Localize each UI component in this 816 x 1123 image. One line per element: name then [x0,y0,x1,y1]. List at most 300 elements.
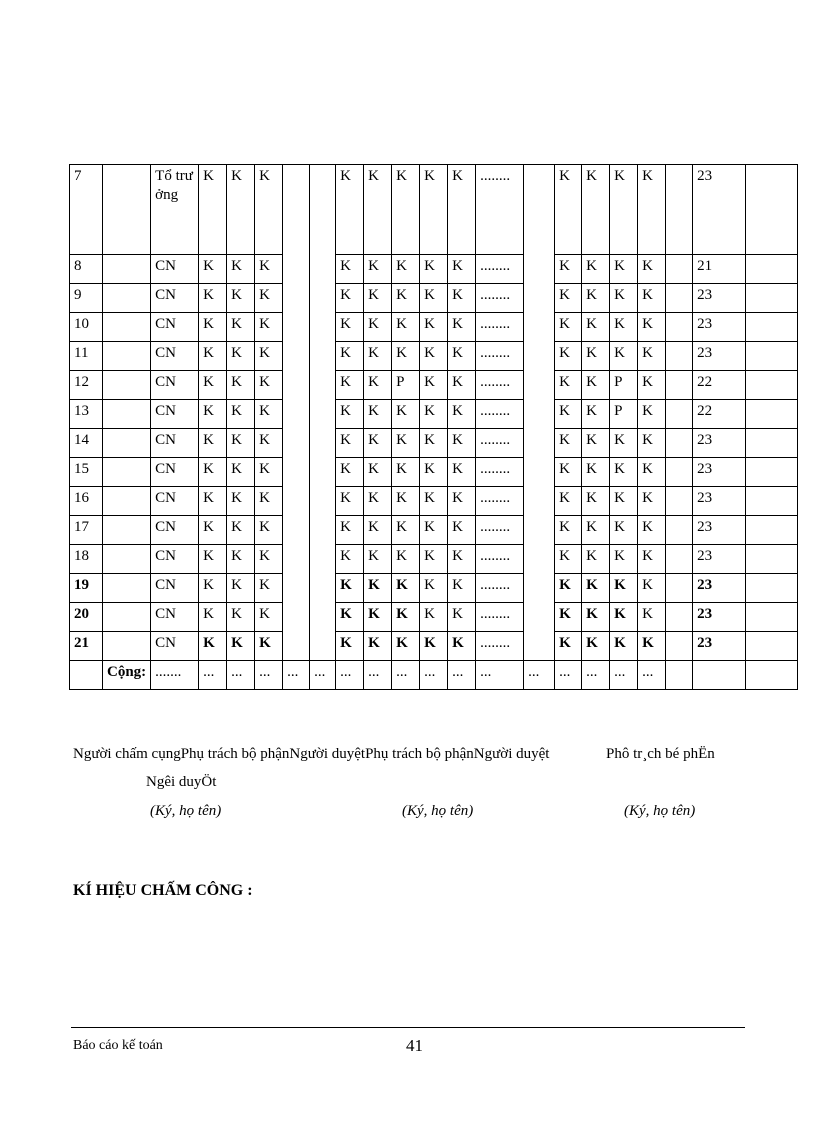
cell-e3 [524,574,555,603]
cell-e1 [283,603,310,632]
cell-name [103,313,151,342]
cell-d12: K [638,165,666,255]
table-row [70,516,798,545]
cell-d1: K [199,284,227,313]
cell-dots: ........ [476,165,524,255]
cell-d4: K [336,342,364,371]
cell-d3: K [255,255,283,284]
table-row [70,429,798,458]
cell-e1 [283,313,310,342]
cell-d2: K [227,458,255,487]
cell-d11: K [610,284,638,313]
cell-d11: K [610,545,638,574]
signature-title-second-line: Ngêi duyÖt [146,774,217,790]
cell-d10: K [582,371,610,400]
cell-d9: K [555,545,582,574]
cell-d3: K [255,487,283,516]
total-dots-cell: ... [582,661,610,690]
cell-e4 [666,284,693,313]
cell-name [103,165,151,255]
cell-d12: K [638,284,666,313]
cell-d8: K [448,458,476,487]
cell-e1 [283,371,310,400]
cell-name [103,255,151,284]
total-dots-cell: ... [283,661,310,690]
total-empty-cell [693,661,746,690]
cell-d12: K [638,400,666,429]
cell-d9: K [555,165,582,255]
cell-d2: K [227,545,255,574]
cell-d10: K [582,165,610,255]
cell-extra [746,574,798,603]
signature-titles: Người chấm cụngPhụ trách bộ phậnNgười duyệtPhụ trách bộ phậnNgười duyệt [73,746,550,762]
cell-e2 [310,400,336,429]
page-number: 41 [406,1036,423,1055]
cell-d6: K [392,400,420,429]
total-dots-cell: ... [638,661,666,690]
cell-d9: K [555,371,582,400]
cell-e2 [310,429,336,458]
cell-d4: K [336,516,364,545]
cell-dots: ........ [476,458,524,487]
cell-no: 21 [70,632,103,661]
cell-d7: K [420,400,448,429]
table-row [70,371,798,400]
cell-d7: K [420,342,448,371]
cell-d11: K [610,458,638,487]
cell-d5: K [364,165,392,255]
cell-total: 22 [693,400,746,429]
total-dots-cell: ... [476,661,524,690]
cell-d3: K [255,165,283,255]
cell-d10: K [582,574,610,603]
cell-role: CN [151,313,199,342]
cell-role: CN [151,400,199,429]
total-dots-cell: ... [199,661,227,690]
cell-no: 10 [70,313,103,342]
cell-d9: K [555,400,582,429]
cell-d4: K [336,545,364,574]
cell-e3 [524,458,555,487]
total-empty-cell [70,661,103,690]
total-dots-cell: ... [227,661,255,690]
cell-role: CN [151,284,199,313]
cell-e1 [283,400,310,429]
cell-d3: K [255,400,283,429]
cell-d8: K [448,342,476,371]
cell-no: 19 [70,574,103,603]
cell-no: 12 [70,371,103,400]
cell-name [103,516,151,545]
cell-role: CN [151,371,199,400]
cell-d11: K [610,342,638,371]
cell-d3: K [255,371,283,400]
cell-d11: K [610,603,638,632]
cell-d3: K [255,516,283,545]
footer-title: Báo cáo kế toán [73,1038,163,1053]
cell-d12: K [638,255,666,284]
cell-dots: ........ [476,284,524,313]
cell-d3: K [255,458,283,487]
cell-total: 23 [693,458,746,487]
table-row [70,284,798,313]
cell-e1 [283,284,310,313]
cell-extra [746,313,798,342]
cell-total: 22 [693,371,746,400]
cell-name [103,545,151,574]
cell-d8: K [448,313,476,342]
cell-e3 [524,284,555,313]
cell-d11: K [610,313,638,342]
cell-total: 23 [693,632,746,661]
cell-d3: K [255,574,283,603]
cell-e3 [524,487,555,516]
cell-dots: ........ [476,400,524,429]
cell-e4 [666,632,693,661]
cell-dots: ........ [476,516,524,545]
cell-e2 [310,284,336,313]
cell-d6: K [392,516,420,545]
cell-total: 23 [693,429,746,458]
cell-d10: K [582,458,610,487]
cell-extra [746,371,798,400]
cell-d8: K [448,574,476,603]
cell-e4 [666,429,693,458]
total-dots-cell: ... [255,661,283,690]
cell-d11: K [610,429,638,458]
cell-d12: K [638,516,666,545]
cell-d4: K [336,284,364,313]
cell-d9: K [555,574,582,603]
cell-dots: ........ [476,429,524,458]
total-empty-cell [666,661,693,690]
cell-e4 [666,342,693,371]
cell-e4 [666,603,693,632]
cell-d5: K [364,632,392,661]
cell-d4: K [336,429,364,458]
cell-d4: K [336,313,364,342]
cell-d2: K [227,632,255,661]
cell-no: 8 [70,255,103,284]
cell-e4 [666,400,693,429]
cell-d6: K [392,574,420,603]
cell-d9: K [555,603,582,632]
cell-extra [746,400,798,429]
cell-d2: K [227,165,255,255]
cell-d10: K [582,313,610,342]
cell-e4 [666,371,693,400]
cell-role: CN [151,545,199,574]
cell-role: CN [151,603,199,632]
cell-d6: K [392,545,420,574]
cell-name [103,371,151,400]
cell-d7: K [420,255,448,284]
cell-dots: ........ [476,603,524,632]
cell-e4 [666,313,693,342]
table-row [70,603,798,632]
cell-d11: P [610,400,638,429]
cell-e2 [310,342,336,371]
cell-e2 [310,487,336,516]
cell-d12: K [638,342,666,371]
cell-d11: K [610,255,638,284]
cell-role: CN [151,632,199,661]
cell-dots: ........ [476,313,524,342]
cell-e3 [524,603,555,632]
cell-d7: K [420,284,448,313]
cell-d2: K [227,487,255,516]
cell-role: CN [151,516,199,545]
table-row [70,313,798,342]
cell-d3: K [255,632,283,661]
total-role-dots: ....... [151,661,199,690]
cell-d5: K [364,516,392,545]
total-dots-cell: ... [448,661,476,690]
cell-d2: K [227,342,255,371]
cell-d10: K [582,429,610,458]
cell-d1: K [199,255,227,284]
cell-d7: K [420,487,448,516]
cell-d6: K [392,255,420,284]
cell-d3: K [255,342,283,371]
cell-role: CN [151,487,199,516]
sign-note-1: (Ký, họ tên) [150,803,222,819]
cell-d2: K [227,284,255,313]
cell-d6: K [392,313,420,342]
cell-d9: K [555,516,582,545]
cell-no: 7 [70,165,103,255]
cell-no: 15 [70,458,103,487]
cell-d3: K [255,429,283,458]
cell-d2: K [227,429,255,458]
cell-d1: K [199,165,227,255]
attendance-table [69,164,798,690]
cell-e4 [666,458,693,487]
cell-e2 [310,458,336,487]
cell-e1 [283,632,310,661]
cell-extra [746,487,798,516]
total-dots-cell: ... [336,661,364,690]
cell-e2 [310,165,336,255]
cell-e1 [283,574,310,603]
cell-d4: K [336,458,364,487]
cell-d10: K [582,632,610,661]
cell-d3: K [255,284,283,313]
cell-d12: K [638,603,666,632]
cell-d10: K [582,284,610,313]
cell-dots: ........ [476,487,524,516]
cell-e3 [524,255,555,284]
cell-e2 [310,603,336,632]
signature-title-right: Phô tr¸ch bé phËn [606,746,715,762]
cell-e3 [524,342,555,371]
cell-no: 9 [70,284,103,313]
cell-d4: K [336,371,364,400]
cell-d5: K [364,342,392,371]
cell-total: 23 [693,284,746,313]
cell-name [103,458,151,487]
table-row [70,545,798,574]
table-row [70,165,798,255]
cell-e4 [666,165,693,255]
cell-extra [746,632,798,661]
cell-name [103,284,151,313]
cell-d10: K [582,487,610,516]
cell-d6: K [392,165,420,255]
cell-d2: K [227,516,255,545]
cell-extra [746,284,798,313]
table-row [70,342,798,371]
table-row [70,458,798,487]
cell-total: 23 [693,313,746,342]
cell-d1: K [199,632,227,661]
cell-d1: K [199,516,227,545]
table-row [70,487,798,516]
cell-e4 [666,574,693,603]
cell-e4 [666,545,693,574]
cell-d7: K [420,632,448,661]
cell-role: Tổ trưởng [151,165,199,255]
cell-name [103,400,151,429]
cell-d11: K [610,632,638,661]
cell-d6: K [392,603,420,632]
cell-extra [746,516,798,545]
cell-d8: K [448,371,476,400]
cell-d4: K [336,487,364,516]
cell-d4: K [336,632,364,661]
cell-d1: K [199,458,227,487]
cell-e2 [310,371,336,400]
cell-e1 [283,487,310,516]
cell-d4: K [336,574,364,603]
cell-d8: K [448,603,476,632]
cell-d4: K [336,400,364,429]
cell-d5: K [364,429,392,458]
cell-d5: K [364,458,392,487]
cell-d1: K [199,342,227,371]
cell-no: 20 [70,603,103,632]
cell-d7: K [420,429,448,458]
cell-d6: K [392,429,420,458]
cell-e3 [524,313,555,342]
cell-d5: K [364,603,392,632]
cell-name [103,342,151,371]
table-row [70,574,798,603]
cell-d10: K [582,516,610,545]
cell-total: 23 [693,603,746,632]
cell-e2 [310,574,336,603]
cell-dots: ........ [476,574,524,603]
cell-e2 [310,516,336,545]
cell-d9: K [555,284,582,313]
cell-d5: K [364,313,392,342]
cell-total: 23 [693,545,746,574]
cell-d9: K [555,632,582,661]
cell-e2 [310,632,336,661]
cell-name [103,603,151,632]
cell-e2 [310,545,336,574]
cell-name [103,632,151,661]
cell-d12: K [638,487,666,516]
cell-d2: K [227,574,255,603]
cell-d9: K [555,255,582,284]
cell-d12: K [638,632,666,661]
cell-e3 [524,516,555,545]
table-row [70,632,798,661]
cell-e3 [524,632,555,661]
cell-d10: K [582,400,610,429]
cell-d7: K [420,165,448,255]
cell-extra [746,545,798,574]
cell-total: 23 [693,487,746,516]
legend-title: KÍ HIỆU CHẤM CÔNG : [73,882,253,899]
cell-d12: K [638,313,666,342]
cell-d1: K [199,487,227,516]
table-row [70,400,798,429]
total-dots-cell: ... [310,661,336,690]
cell-d6: K [392,632,420,661]
cell-no: 17 [70,516,103,545]
cell-d5: K [364,400,392,429]
cell-d1: K [199,545,227,574]
cell-d8: K [448,487,476,516]
cell-d11: K [610,165,638,255]
cell-name [103,429,151,458]
cell-d12: K [638,458,666,487]
cell-d8: K [448,429,476,458]
cell-d11: K [610,516,638,545]
cell-d2: K [227,313,255,342]
cell-extra [746,603,798,632]
cell-d8: K [448,400,476,429]
cell-d2: K [227,371,255,400]
cell-role: CN [151,458,199,487]
cell-e1 [283,165,310,255]
cell-d8: K [448,632,476,661]
cell-d6: K [392,487,420,516]
total-dots-cell: ... [392,661,420,690]
cell-e4 [666,255,693,284]
cell-extra [746,458,798,487]
cell-e3 [524,429,555,458]
cell-e3 [524,165,555,255]
cell-d3: K [255,603,283,632]
cell-d1: K [199,574,227,603]
cell-d4: K [336,255,364,284]
cell-e4 [666,487,693,516]
cell-d8: K [448,545,476,574]
cell-d1: K [199,603,227,632]
total-dots-cell: ... [555,661,582,690]
total-dots-cell: ... [524,661,555,690]
cell-role: CN [151,255,199,284]
cell-e3 [524,371,555,400]
cell-d1: K [199,429,227,458]
cell-d3: K [255,313,283,342]
cell-d12: K [638,429,666,458]
cell-d2: K [227,400,255,429]
cell-d5: K [364,487,392,516]
cell-e1 [283,429,310,458]
cell-d7: K [420,574,448,603]
cell-d10: K [582,545,610,574]
total-empty-cell [746,661,798,690]
cell-e1 [283,545,310,574]
cell-d6: K [392,458,420,487]
cell-d5: K [364,545,392,574]
cell-name [103,487,151,516]
cell-e4 [666,516,693,545]
